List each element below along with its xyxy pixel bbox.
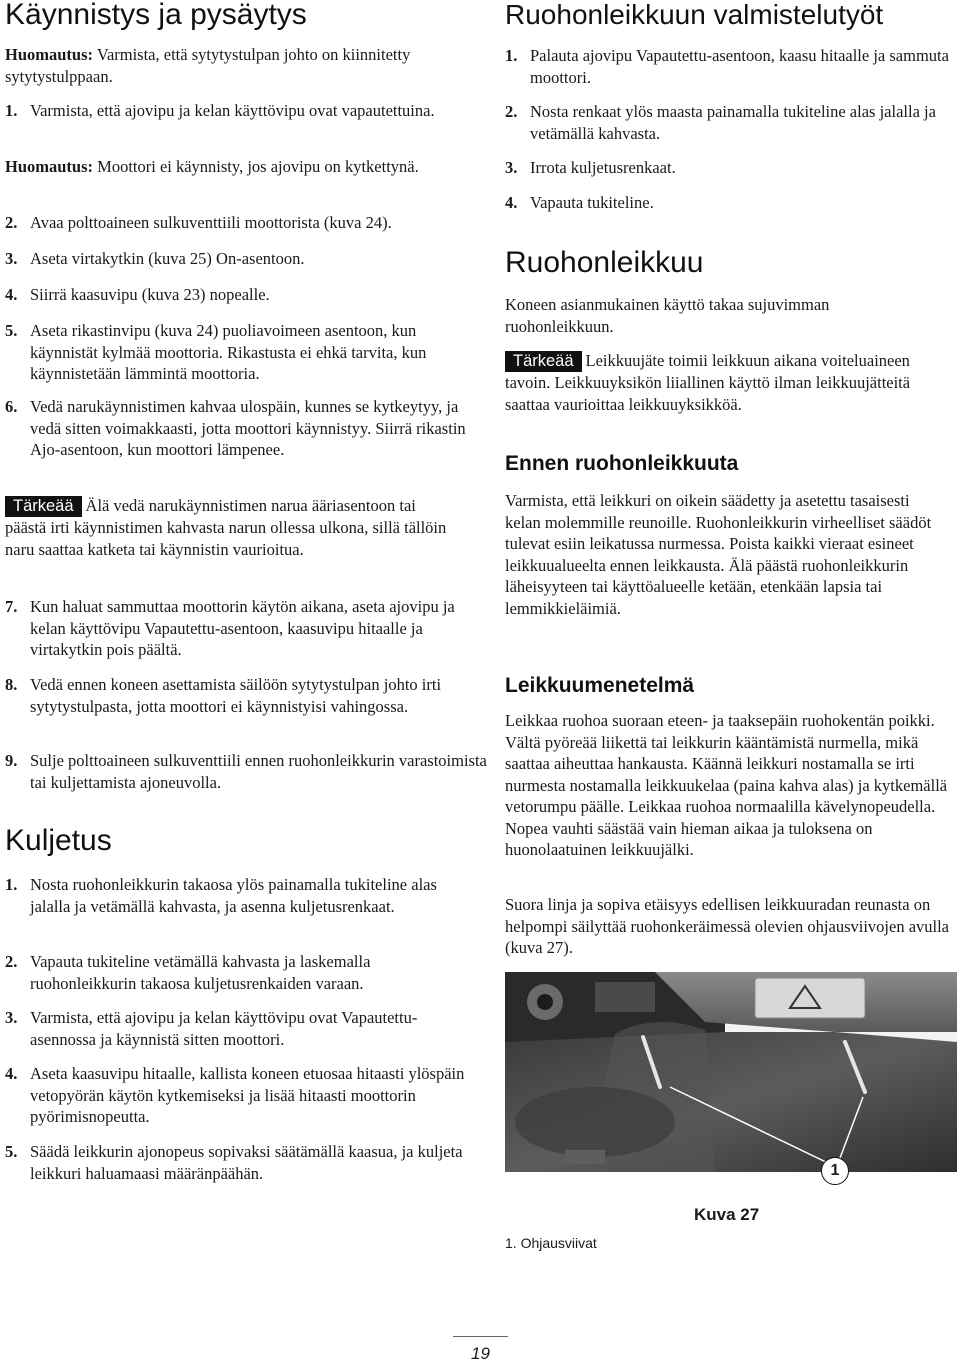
- note-spark-plug: Huomautus: Varmista, että sytytystulpan johto on kiinnitetty sytytystulppaan.: [5, 45, 411, 86]
- note-label: Huomautus:: [5, 45, 94, 64]
- section-title-starting: Käynnistys ja pysäytys: [5, 0, 307, 31]
- transport-step-3: 3. Varmista, että ajovipu ja kelan käyttövipu ovat Vapautettu-asennossa ja käynnistä sitten moottori.: [5, 1008, 418, 1049]
- mowing-method-text-2: Suora linja ja sopiva etäisyys edellisen leikkuuradan reunasta on helpompi säilyttää ruohonkeräimessä olevien ohjausviivojen avulla (kuva 27).: [505, 895, 950, 957]
- transport-step-4: 4. Aseta kaasuvipu hitaalle, kallista koneen etuosaa hitaasti ylöspäin vetopyörän käytön kytkemiseksi ja lisää hitaasti moottorin pyörimisnopeutta.: [5, 1064, 465, 1126]
- step-1: 1. Varmista, että ajovipu ja kelan käyttövipu ovat vapautettuina.: [5, 101, 435, 120]
- transport-step-1: 1. Nosta ruohonleikkurin takaosa ylös painamalla tukiteline alas jalalla ja vetämällä kahvasta, ja asenna kuljetusrenkaat.: [5, 875, 437, 916]
- prep-step-3: 3. Irrota kuljetusrenkaat.: [505, 158, 676, 177]
- step-7: 7. Kun haluat sammuttaa moottorin käytön aikana, aseta ajovipu ja kelan käyttövipu Vapautettu-asentoon, kaasuvipu hitaalle ja virtakytkin pois päältä.: [5, 597, 455, 659]
- step-3: 3. Aseta virtakytkin (kuva 25) On-asentoon.: [5, 249, 305, 268]
- transport-step-2: 2. Vapauta tukiteline vetämällä kahvasta ja laskemalla ruohonleikkurin takaosa kuljetusrenkaiden varaan.: [5, 952, 371, 993]
- step-8: 8. Vedä ennen koneen asettamista säilöön sytytystulpan johto irti sytytystulpasta, jotta moottori ei käynnistyisi vahingossa.: [5, 675, 442, 716]
- note-engine: Huomautus: Moottori ei käynnisty, jos ajovipu on kytkettynä.: [5, 157, 419, 176]
- prep-step-4: 4. Vapauta tukiteline.: [505, 193, 654, 212]
- subsection-title-mowing-method: Leikkuumenetelmä: [505, 674, 695, 697]
- step-4: 4. Siirrä kaasuvipu (kuva 23) nopealle.: [5, 285, 270, 304]
- important-notice-starter: Tärkeää Älä vedä narukäynnistimen narua ääriasentoon tai päästä irti käynnistimen kahvasta narun ollessa ulkona, sillä tällöin naru saattaa katketa tai käynnistin vaurioitua.: [5, 496, 447, 559]
- step-2: 2. Avaa polttoaineen sulkuventtiili moottorista (kuva 24).: [5, 213, 392, 232]
- transport-step-5: 5. Säädä leikkurin ajonopeus sopivaksi säätämällä kaasua, ja kuljeta leikkuri haluamaasi määränpäähän.: [5, 1142, 463, 1183]
- figure-legend: 1. Ohjausviivat: [505, 1235, 597, 1251]
- figure-27-photo: [505, 972, 957, 1172]
- before-mowing-text: Varmista, että leikkuri on oikein säädetty ja asetettu tasaisesti kelan molemmille reunoille. Ruohonleikkurin virheelliset säädöt tulevat esiin leikatussa nurmessa. Poista kaikki vieraat esineet leikkuualueelta ennen leikkausta. Älä päästä ruohonleikkurin läheisyyteen tai käyttöalueelle ketään, etenkään lapsia tai lemmikkieläimiä.: [505, 491, 932, 618]
- figure-title: Kuva 27: [694, 1205, 760, 1224]
- prep-step-1: 1. Palauta ajovipu Vapautettu-asentoon, kaasu hitaalle ja sammuta moottori.: [505, 46, 949, 87]
- step-6: 6. Vedä narukäynnistimen kahvaa ulospäin, kunnes se kytkeytyy, ja vedä sitten voimakkaasti, jotta moottori käynnistyy. Siirrä rikastin Ajo-asentoon, kun moottori lämpenee.: [5, 397, 466, 459]
- section-title-mowing: Ruohonleikkuu: [505, 246, 704, 279]
- prep-step-2: 2. Nosta renkaat ylös maasta painamalla tukiteline alas jalalla ja vetämällä kahvasta.: [505, 102, 936, 143]
- page-number: 19: [471, 1344, 490, 1363]
- important-badge: Tärkeää: [505, 351, 582, 372]
- grass-catcher-illustration: [505, 972, 957, 1172]
- mowing-intro: Koneen asianmukainen käyttö takaa sujuvimman ruohonleikkuun.: [505, 295, 830, 336]
- section-title-preparation: Ruohonleikkuun valmistelutyöt: [505, 0, 884, 30]
- section-title-transport: Kuljetus: [5, 824, 112, 857]
- mowing-method-text-1: Leikkaa ruohoa suoraan eteen- ja taaksepäin ruohokentän poikki. Vältä pyöreää liikettä tai leikkurin kääntämistä nurmella, mikä saattaa aiheuttaa hankausta. Käännä leikkuri nostamalla se irti nurmesta nostamalla leikkuukelaa (paina kahva alas) ja kytkemällä vetorumpu päälle. Leikkaa ruohoa normaalilla kävelynopeudella. Nopea vauhti säästää vain hieman aikaa ja tuloksena on huonolaatuinen leikkuujälki.: [505, 711, 948, 859]
- footer-rule: [453, 1336, 508, 1337]
- subsection-title-before-mowing: Ennen ruohonleikkuuta: [505, 452, 739, 475]
- important-notice-clippings: Tärkeää Leikkuujäte toimii leikkuun aikana voiteluaineen tavoin. Leikkuuyksikön liiallinen käyttö ilman leikkuujätteitä saattaa vaurioittaa leikkuuyksikköä.: [505, 351, 911, 414]
- important-badge: Tärkeää: [5, 496, 82, 517]
- callout-1: 1: [821, 1157, 849, 1185]
- step-5: 5. Aseta rikastinvipu (kuva 24) puoliavoimeen asentoon, kun käynnistät kylmää moottoria. Rikastusta ei ehkä tarvita, kun käynnistetään lämmintä moottoria.: [5, 321, 427, 383]
- step-9: 9. Sulje polttoaineen sulkuventtiili ennen ruohonleikkurin varastoimista tai kuljettamista ajoneuvolla.: [5, 751, 487, 792]
